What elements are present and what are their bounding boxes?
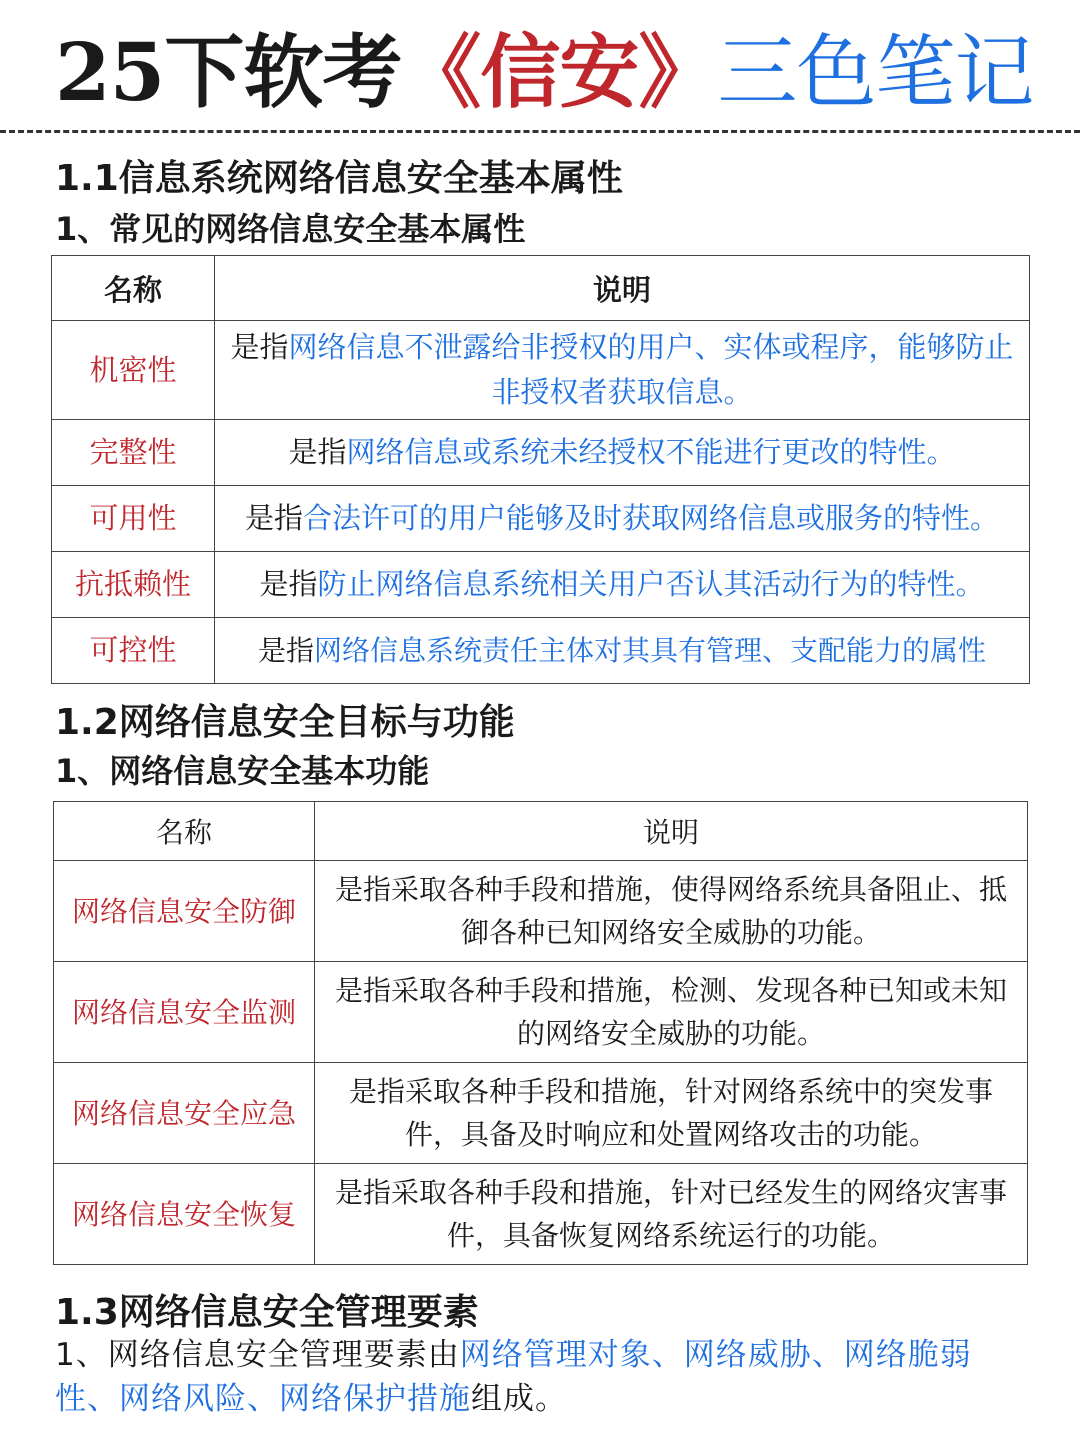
page-title [55,22,1065,122]
desc-highlight: 合法许可的用户能够及时获取网络信息或服务的特性。 [303,501,1000,535]
row-name: 网络信息安全应急 [54,1063,315,1164]
table-row [52,486,1030,552]
desc-prefix: 是指 [244,501,303,535]
row-name: 可控性 [52,618,215,684]
desc-highlight: 防止网络信息系统相关用户否认其活动行为的特性。 [317,567,985,601]
desc-highlight: 网络信息或系统未经授权不能进行更改的特性。 [346,435,956,469]
section2-subheading: 1、网络信息安全基本功能 [55,752,430,790]
desc-prefix: 是指 [230,330,289,364]
section1-subheading: 1、常见的网络信息安全基本属性 [55,210,526,248]
row-desc [215,321,1030,420]
table-row [54,962,1028,1063]
row-desc: 是指采取各种手段和措施，检测、发现各种已知或未知的网络安全威胁的功能。 [315,962,1028,1063]
row-desc: 是指采取各种手段和措施，针对网络系统中的突发事件，具备及时响应和处置网络攻击的功能。 [315,1063,1028,1164]
attributes-table [51,255,1030,684]
title-part3: 三色笔记 [717,26,1034,119]
row-name: 可用性 [52,486,215,552]
table-row [52,321,1030,420]
desc-prefix: 是指 [259,567,318,601]
para-highlight: 网络管理对象、网络威胁、网络脆弱性、网络风险、网络保护措施 [55,1337,972,1417]
table-row [52,420,1030,486]
row-desc [215,618,1030,684]
table-header-row [54,802,1028,861]
row-name: 完整性 [52,420,215,486]
header-name: 名称 [52,256,215,321]
table-row [54,861,1028,962]
title-part1: 25下软考 [55,25,402,119]
header-desc: 说明 [215,256,1030,321]
row-name: 机密性 [52,321,215,420]
row-name: 抗抵赖性 [52,552,215,618]
para-suffix: 组成。 [471,1381,567,1417]
row-desc [215,486,1030,552]
title-part2: 《信安》 [401,25,718,119]
section2-heading: 1.2网络信息安全目标与功能 [55,702,515,743]
row-desc: 是指采取各种手段和措施，针对已经发生的网络灾害事件，具备恢复网络系统运行的功能。 [315,1164,1028,1265]
row-name: 网络信息安全恢复 [54,1164,315,1265]
para-prefix: 1、网络信息安全管理要素由 [55,1337,460,1373]
header-name: 名称 [54,802,315,861]
row-desc [215,420,1030,486]
row-desc: 是指采取各种手段和措施，使得网络系统具备阻止、抵御各种已知网络安全威胁的功能。 [315,861,1028,962]
desc-highlight: 网络信息不泄露给非授权的用户、实体或程序，能够防止非授权者获取信息。 [288,330,1014,409]
desc-prefix: 是指 [288,435,347,469]
table-row [52,552,1030,618]
section3-heading: 1.3网络信息安全管理要素 [55,1292,479,1333]
table-row [54,1063,1028,1164]
desc-prefix: 是指 [257,634,314,667]
table-row [54,1164,1028,1265]
functions-table [53,801,1028,1265]
table-row [52,618,1030,684]
row-name: 网络信息安全防御 [54,861,315,962]
dashed-divider [0,130,1080,133]
row-name: 网络信息安全监测 [54,962,315,1063]
header-desc: 说明 [315,802,1028,861]
section1-heading: 1.1信息系统网络信息安全基本属性 [55,158,623,199]
desc-highlight: 网络信息系统责任主体对其具有管理、支配能力的属性 [314,634,987,667]
table-header-row [52,256,1030,321]
section3-paragraph [55,1333,1035,1421]
row-desc [215,552,1030,618]
